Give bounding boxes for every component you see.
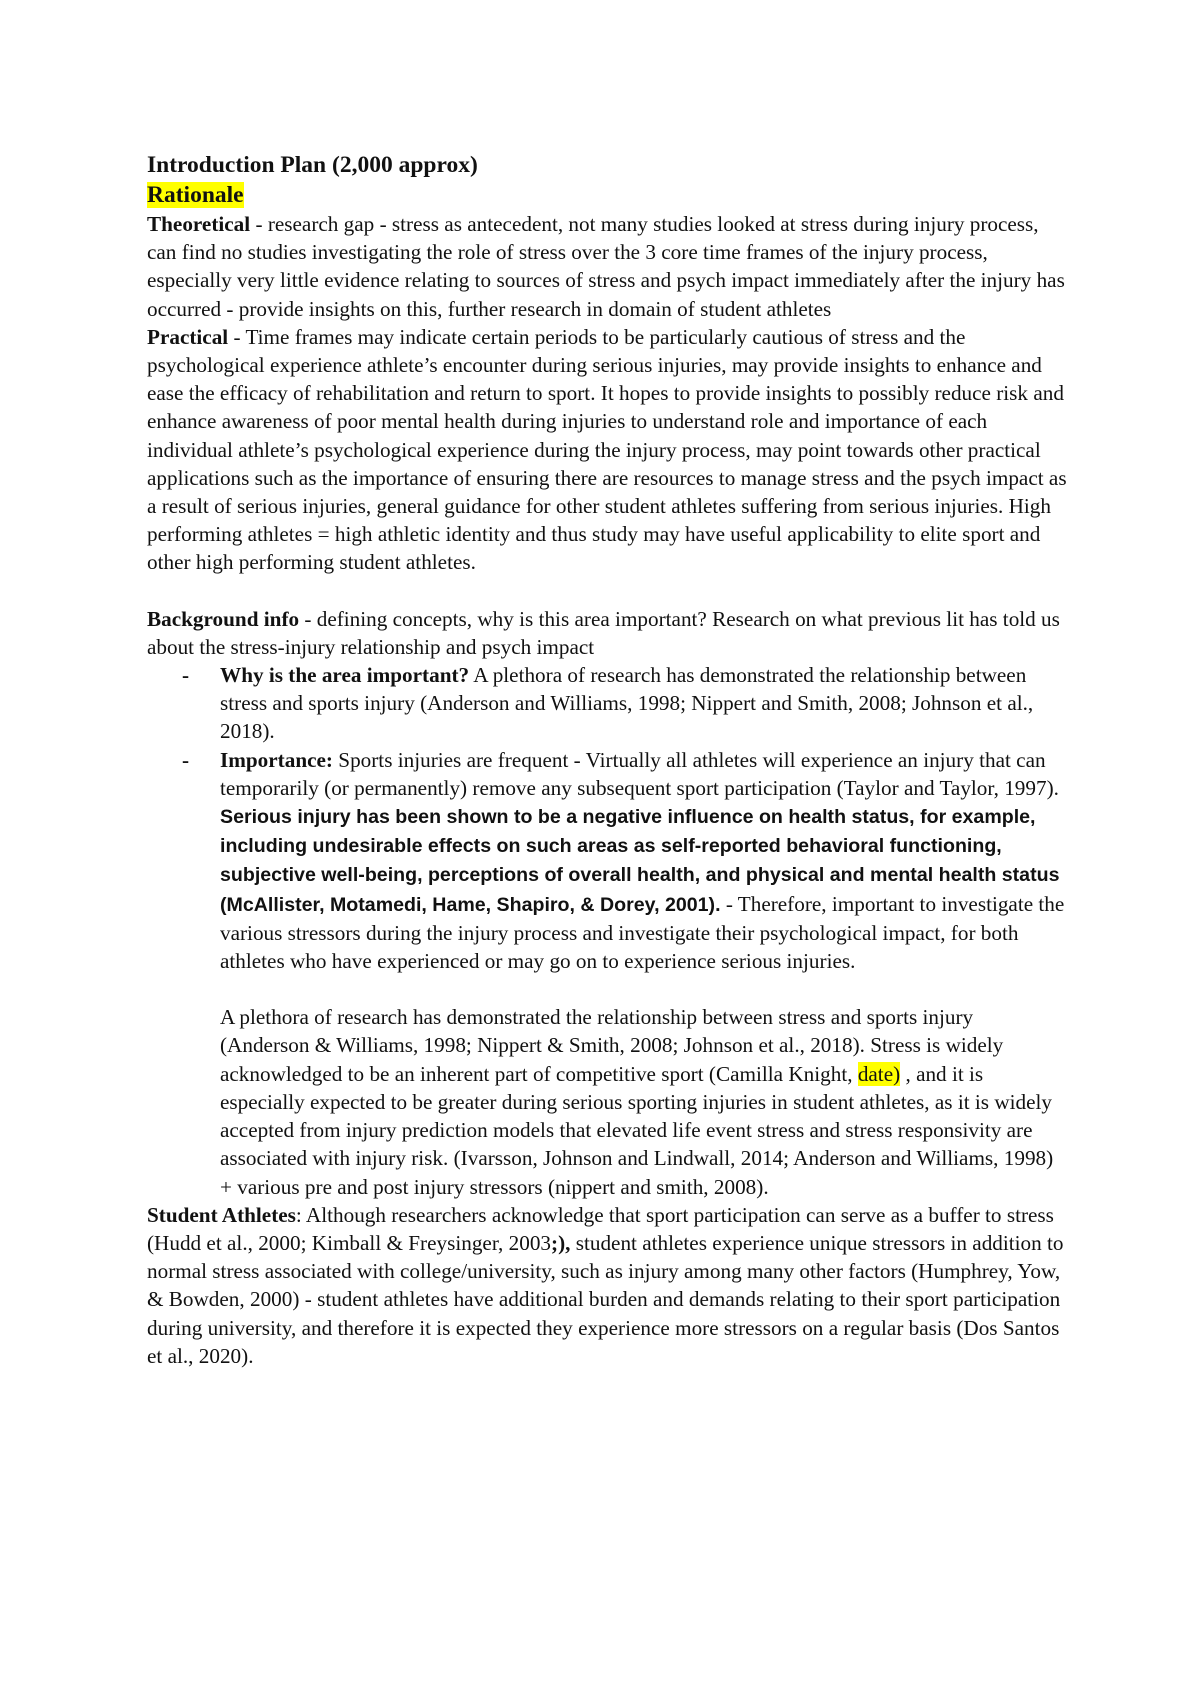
- rationale-heading: [147, 180, 1067, 210]
- paragraph-gap: [147, 975, 1067, 1003]
- rationale-heading-highlight: Rationale: [147, 182, 244, 208]
- background-text: - defining concepts, why is this area important? Research on what previous lit has told us about the stress-injury relationship and psych impact: [147, 606, 1060, 659]
- bullet-text: A plethora of research has demonstrated the relationship between stress and sports injury (Anderson and Williams, 1998; Nippert and Smith, 2008; Johnson et al., 2018).: [220, 663, 1034, 744]
- practical-paragraph: [147, 323, 1067, 577]
- student-athletes-label: Student Athletes: [147, 1202, 296, 1227]
- dash-bullet: -: [182, 663, 190, 688]
- background-bullet-list: [147, 661, 1067, 975]
- student-athletes-bold-mid: ;),: [551, 1230, 571, 1255]
- list-item: [147, 661, 1067, 746]
- background-paragraph: [147, 605, 1067, 661]
- indented-text-after: , and it is especially expected to be greater during serious sporting injuries in student athletes, as it is widely accepted from injury prediction models that elevated life event stress and stress responsivity are associated with injury risk. (Ivarsson, Johnson and Lindwall, 2014; Anderson and Williams, 1998) + various pre and post injury stressors (nippert and smith, 2008).: [220, 1061, 1054, 1199]
- bullet-label: Importance:: [220, 747, 333, 772]
- student-athletes-paragraph: [147, 1201, 1067, 1370]
- indented-paragraph: [147, 1003, 1067, 1200]
- bullet-bold-text: Serious injury has been shown to be a negative influence on health status, for example, including undesirable effects on such areas as self-reported behavioral functioning, subjective well-being, perceptions of overall health, and physical and mental health status (McAllister, Motamedi, Hame, Shapiro, & Dorey, 2001).: [220, 806, 1060, 916]
- background-label: Background info: [147, 606, 300, 631]
- student-athletes-text-before: : Although researchers acknowledge that sport participation can serve as a buffer to stress (Hudd et al., 2000; Kimball & Freysinger, 2003: [147, 1202, 1054, 1255]
- theoretical-paragraph: [147, 210, 1067, 323]
- practical-text: - Time frames may indicate certain periods to be particularly cautious of stress and the psychological experience athlete’s encounter during serious injuries, may provide insights to enhance and ease the efficacy of rehabilitation and return to sport. It hopes to provide insights to possibly reduce risk and enhance awareness of poor mental health during injuries to understand role and importance of each individual athlete’s psychological experience during the injury process, may point towards other practical applications such as the importance of ensuring there are resources to manage stress and the psych impact as a result of serious injuries, general guidance for other student athletes suffering from serious injuries. High performing athletes = high athletic identity and thus study may have useful applicability to elite sport and other high performing student athletes.: [147, 324, 1067, 575]
- bullet-label: Why is the area important?: [220, 663, 470, 688]
- date-highlight: date): [857, 1061, 901, 1086]
- bullet-tail-text: - Therefore, important to investigate the various stressors during the injury process and investigate their psychological impact, for both athletes who have experienced or may go on to experience serious injuries.: [220, 891, 1065, 974]
- document-title: Introduction Plan (2,000 approx): [147, 152, 478, 178]
- student-athletes-text-after: student athletes experience unique stressors in addition to normal stress associated with college/university, such as injury among many other factors (Humphrey, Yow, & Bowden, 2000) - student athletes have additional burden and demands relating to their sport participation during university, and therefore it is expected they experience more stressors on a regular basis (Dos Santos et al., 2020).: [147, 1230, 1064, 1368]
- list-item: [147, 746, 1067, 976]
- theoretical-text: - research gap - stress as antecedent, not many studies looked at stress during injury process, can find no studies investigating the role of stress over the 3 core time frames of the injury process, especially very little evidence relating to sources of stress and psych impact immediately after the injury has occurred - provide insights on this, further research in domain of student athletes: [147, 212, 1065, 321]
- theoretical-label: Theoretical: [147, 212, 251, 236]
- bullet-text: Sports injuries are frequent - Virtually all athletes will experience an injury that can temporarily (or permanently) remove any subsequent sport participation (Taylor and Taylor, 1997).: [220, 747, 1059, 800]
- indented-text-before: A plethora of research has demonstrated the relationship between stress and sports injury (Anderson & Williams, 1998; Nippert & Smith, 2008; Johnson et al., 2018). Stress is widely acknowledged to be an inherent part of competitive sport (Camilla Knight,: [220, 1005, 1004, 1086]
- paragraph-gap: [147, 577, 1067, 605]
- practical-label: Practical: [147, 324, 229, 349]
- dash-bullet: -: [182, 747, 190, 772]
- document-page: [147, 150, 1067, 1370]
